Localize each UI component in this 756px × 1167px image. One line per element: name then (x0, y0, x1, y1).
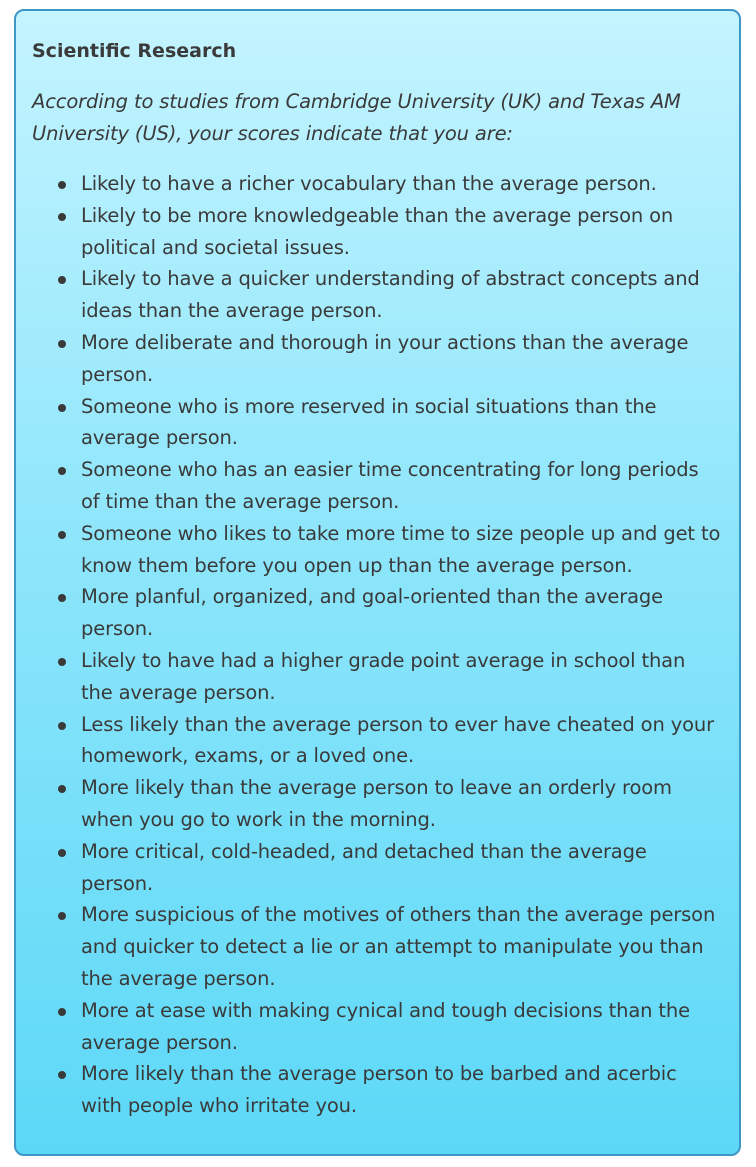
finding-item (81, 899, 721, 994)
bullet-icon (58, 1008, 66, 1016)
bullet-icon (58, 276, 66, 284)
findings-list (32, 168, 721, 1122)
finding-item (81, 645, 721, 709)
finding-text: Someone who likes to take more time to size people up and get to know them before you open up than the average person. (81, 521, 721, 577)
finding-item (81, 200, 721, 264)
bullet-icon (58, 722, 66, 730)
finding-text: Someone who has an easier time concentrating for long periods of time than the average person. (81, 458, 699, 513)
card-title: Scientific Research (32, 40, 237, 62)
finding-item (81, 168, 721, 200)
finding-text: More likely than the average person to be barbed and acerbic with people who irritate you. (81, 1062, 677, 1118)
bullet-icon (58, 340, 66, 348)
finding-item (81, 263, 721, 327)
bullet-icon (58, 404, 66, 412)
bullet-icon (58, 1071, 66, 1079)
finding-item (81, 327, 721, 391)
finding-item (81, 581, 721, 645)
finding-text: More likely than the average person to leave an orderly room when you go to work in the morning. (81, 776, 672, 831)
finding-text: Less likely than the average person to ever have cheated on your homework, exams, or a loved one. (81, 712, 714, 768)
bullet-icon (58, 849, 66, 857)
research-card (14, 9, 741, 1156)
bullet-icon (58, 531, 66, 539)
bullet-icon (58, 658, 66, 666)
finding-text: More suspicious of the motives of others than the average person and quicker to detect a lie or an attempt to manipulate you than the average person. (81, 903, 716, 990)
bullet-icon (58, 181, 66, 189)
finding-item (81, 391, 721, 455)
finding-item (81, 454, 721, 518)
finding-item (81, 772, 721, 836)
finding-text: Someone who is more reserved in social situations than the average person. (81, 394, 657, 450)
bullet-icon (58, 594, 66, 602)
finding-text: More planful, organized, and goal-oriented than the average person. (81, 585, 663, 641)
finding-text: Likely to have had a higher grade point average in school than the average person. (81, 648, 686, 704)
bullet-icon (58, 213, 66, 221)
bullet-icon (58, 912, 66, 920)
finding-text: Likely to have a richer vocabulary than the average person. (81, 172, 657, 195)
card-intro: According to studies from Cambridge University (UK) and Texas AM University (US), your scores indicate that you are: (32, 90, 681, 145)
bullet-icon (58, 785, 66, 793)
bullet-icon (58, 467, 66, 475)
finding-text: More critical, cold-headed, and detached than the average person. (81, 839, 647, 895)
finding-item (81, 1058, 721, 1122)
finding-item (81, 836, 721, 900)
finding-text: More at ease with making cynical and tough decisions than the average person. (81, 998, 690, 1054)
finding-text: Likely to be more knowledgeable than the average person on political and societal issues. (81, 203, 674, 259)
finding-text: Likely to have a quicker understanding of abstract concepts and ideas than the average person. (81, 267, 700, 323)
finding-item (81, 709, 721, 773)
finding-item (81, 518, 721, 582)
finding-text: More deliberate and thorough in your actions than the average person. (81, 330, 689, 386)
finding-item (81, 995, 721, 1059)
